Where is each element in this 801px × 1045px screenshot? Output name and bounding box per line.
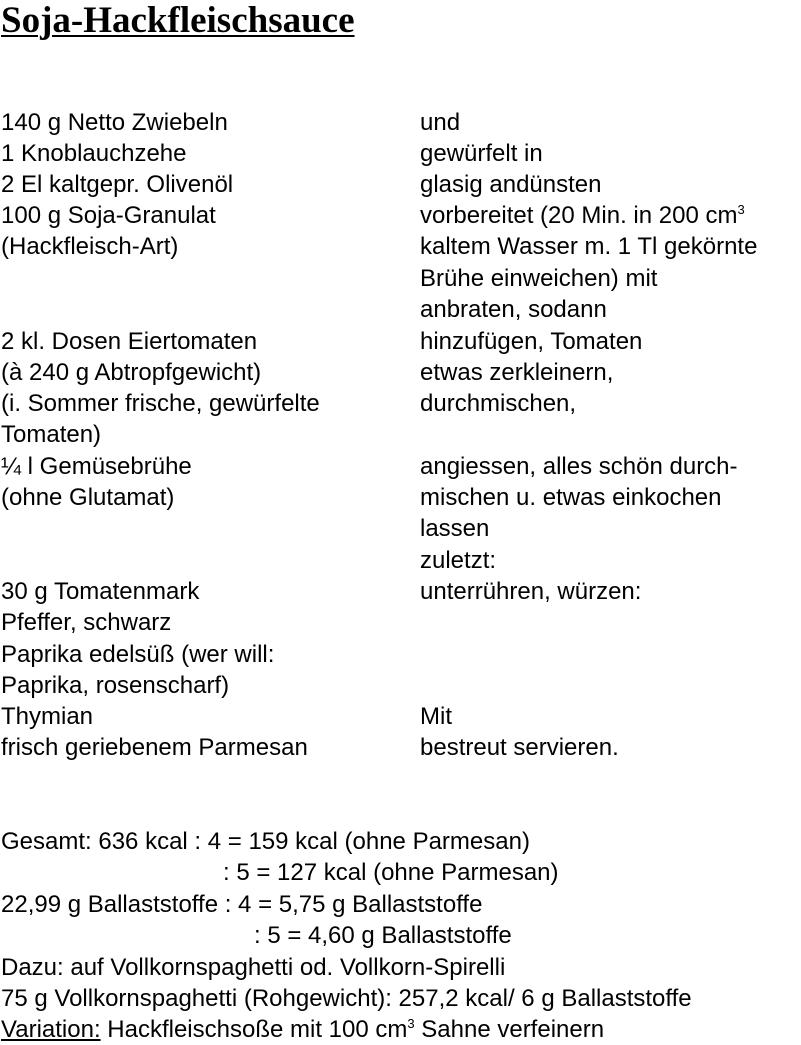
instruction-line: Brühe einweichen) mit (420, 265, 658, 292)
ingredient-line: Tomaten) (1, 421, 102, 448)
nutrition-line: Dazu: auf Vollkornspaghetti od. Vollkorn-Spirelli (1, 954, 506, 981)
instruction-line: und (420, 109, 461, 136)
instruction-line (420, 200, 745, 231)
recipe-title: Soja-Hackfleischsauce (1, 0, 355, 41)
instruction-line: Mit (420, 703, 452, 730)
ingredient-line: 2 El kaltgepr. Olivenöl (1, 171, 234, 198)
instruction-line: glasig andünsten (420, 171, 602, 198)
ingredient-line: Paprika edelsüß (wer will: (1, 641, 275, 668)
nutrition-line: : 5 = 4,60 g Ballaststoffe (254, 922, 512, 949)
ingredient-line: 100 g Soja-Granulat (1, 202, 216, 229)
ingredient-line: Paprika, rosenscharf) (1, 672, 230, 699)
instruction-line: anbraten, sodann (420, 296, 607, 323)
ingredient-line: 140 g Netto Zwiebeln (1, 109, 228, 136)
instruction-line: durchmischen, (420, 390, 577, 417)
instruction-text: vorbereitet (20 Min. in 200 cm (420, 202, 738, 229)
variation-text: Hackfleischsoße mit 100 cm (100, 1016, 408, 1043)
instruction-line: etwas zerkleinern, (420, 359, 614, 386)
nutrition-line: 22,99 g Ballaststoffe : 4 = 5,75 g Ballaststoffe (1, 891, 483, 918)
ingredient-line: Thymian (1, 703, 94, 730)
ingredient-line: frisch geriebenem Parmesan (1, 734, 308, 761)
ingredient-line: (Hackfleisch-Art) (1, 233, 179, 260)
instruction-line: unterrühren, würzen: (420, 578, 642, 605)
ingredient-line: (ohne Glutamat) (1, 484, 175, 511)
variation-line (1, 1014, 604, 1045)
instruction-line: hinzufügen, Tomaten (420, 328, 643, 355)
instruction-line: zuletzt: (420, 547, 497, 574)
instruction-line: bestreut servieren. (420, 734, 619, 761)
variation-text-end: Sahne verfeinern (414, 1016, 605, 1043)
ingredient-line: (i. Sommer frische, gewürfelte (1, 390, 320, 417)
ingredient-line: 2 kl. Dosen Eiertomaten (1, 328, 258, 355)
ingredient-line: ¼ l Gemüsebrühe (1, 453, 192, 480)
instruction-line: angiessen, alles schön durch- (420, 453, 738, 480)
instruction-line: gewürfelt in (420, 140, 543, 167)
nutrition-line: 75 g Vollkornspaghetti (Rohgewicht): 257,2 kcal/ 6 g Ballaststoffe (1, 985, 692, 1012)
nutrition-line: Gesamt: 636 kcal : 4 = 159 kcal (ohne Parmesan) (1, 828, 530, 855)
instruction-line: kaltem Wasser m. 1 Tl gekörnte (420, 233, 758, 260)
variation-label: Variation: (1, 1016, 101, 1043)
ingredient-line: Pfeffer, schwarz (1, 609, 172, 636)
superscript-three: 3 (737, 202, 745, 217)
nutrition-line: : 5 = 127 kcal (ohne Parmesan) (223, 859, 559, 886)
instruction-line: mischen u. etwas einkochen (420, 484, 722, 511)
instruction-line: lassen (420, 515, 490, 542)
ingredient-line: 1 Knoblauchzehe (1, 140, 187, 167)
superscript-three: 3 (407, 1016, 415, 1031)
ingredient-line: 30 g Tomatenmark (1, 578, 200, 605)
ingredient-line: (à 240 g Abtropfgewicht) (1, 359, 262, 386)
